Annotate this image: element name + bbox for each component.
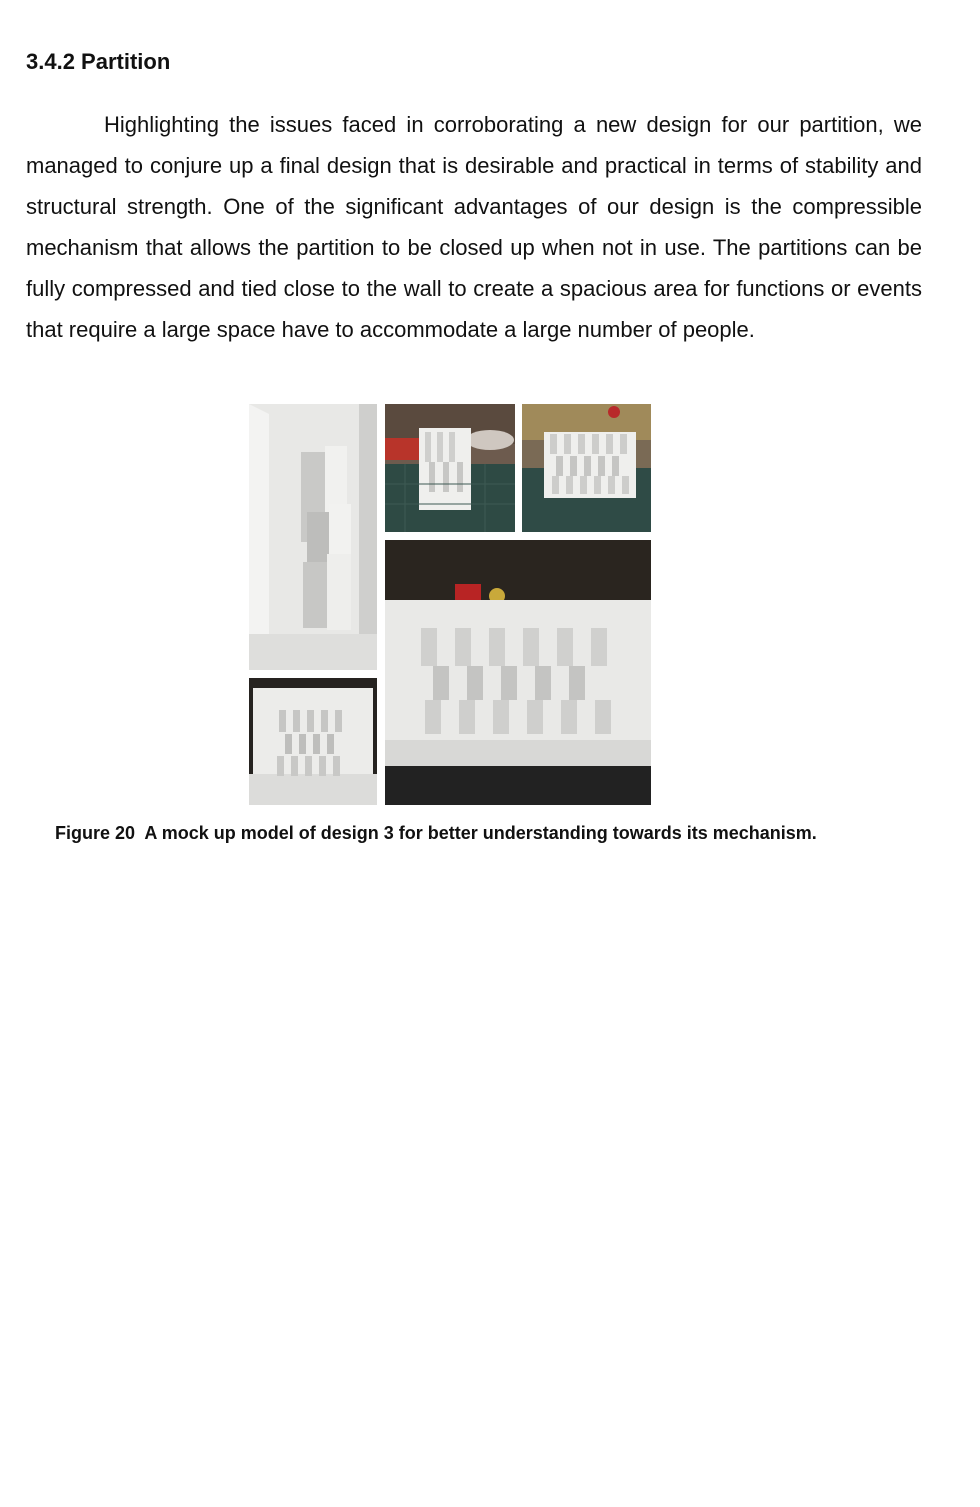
photo-side-view <box>249 404 377 670</box>
photo-expanded-model <box>385 540 651 805</box>
photo-mat-front <box>522 404 651 532</box>
photo-mat-angled <box>385 404 515 532</box>
figure-caption: Figure 20 A mock up model of design 3 for better understanding towards its mechanism. <box>55 823 817 843</box>
figure-20 <box>249 404 651 805</box>
body-paragraph: Highlighting the issues faced in corroborating a new design for our partition, we managed to conjure up a final design that is desirable and practical in terms of stability and structural strength. One of the significant advantages of our design is the compressible mechanism that allows the partition to be closed up when not in use. The partitions can be fully compressed and tied close to the wall to create a spacious area for functions or events that require a large space have to accommodate a large number of people. <box>26 112 922 342</box>
section-heading: 3.4.2 Partition <box>26 49 171 74</box>
photo-small-model <box>249 678 377 805</box>
